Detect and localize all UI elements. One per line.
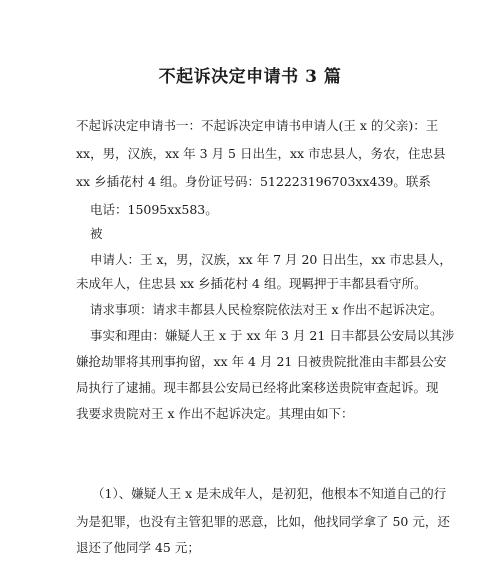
- paragraph-line-15: 退还了他同学 45 元；: [76, 540, 200, 555]
- paragraph-line-6: 申请人：王 x，男，汉族，xx 年 7 月 20 日出生，xx 市忠县人，: [90, 252, 452, 267]
- paragraph-line-10: 嫌抢劫罪将其刑事拘留，xx 年 4 月 21 日被贵院批准由丰都县公安: [76, 354, 447, 369]
- paragraph-line-1: 不起诉决定申请书一：不起诉决定申请书申请人(王 x 的父亲)：王: [76, 118, 439, 133]
- paragraph-line-4: 电话：15095xx583。: [90, 202, 218, 217]
- paragraph-line-9: 事实和理由：嫌疑人王 x 于 xx 年 3 月 21 日丰都县公安局以其涉: [90, 328, 455, 343]
- paragraph-line-14: 为是犯罪，也没有主管犯罪的恶意，比如，他找同学拿了 50 元，还: [76, 514, 450, 529]
- paragraph-line-13: （1）、嫌疑人王 x 是未成年人，是初犯，他根本不知道自己的行: [92, 486, 447, 501]
- paragraph-line-2: xx，男，汉族，xx 年 3 月 5 日出生，xx 市忠县人，务农，住忠县: [76, 146, 446, 161]
- paragraph-line-7: 未成年人，住忠县 xx 乡插花村 4 组。现羁押于丰都县看守所。: [76, 276, 427, 291]
- paragraph-line-5: 被: [90, 226, 103, 241]
- paragraph-line-3: xx 乡插花村 4 组。身份证号码：512223196703xx439。联系: [76, 174, 431, 189]
- paragraph-line-11: 局执行了逮捕。现丰都县公安局已经将此案移送贵院审查起诉。现: [76, 380, 439, 395]
- paragraph-line-8: 请求事项：请求丰都县人民检察院依法对王 x 作出不起诉决定。: [90, 302, 443, 317]
- document-title: 不起诉决定申请书 3 篇: [158, 67, 342, 87]
- paragraph-line-12: 我要求贵院对王 x 作出不起诉决定。其理由如下：: [76, 406, 354, 421]
